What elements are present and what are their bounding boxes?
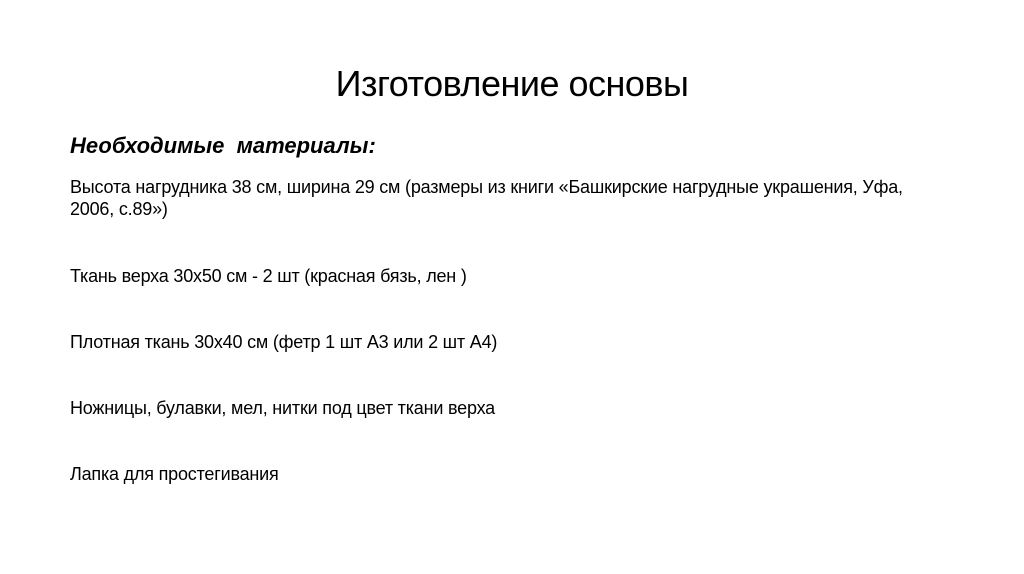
material-item-dimensions: Высота нагрудника 38 см, ширина 29 см (размеры из книги «Башкирские нагрудные украшения, Уфа, 2006, с.89») — [70, 177, 903, 219]
material-item-top-fabric: Ткань верха 30х50 см - 2 шт (красная бязь, лен ) — [70, 266, 467, 286]
materials-heading: Необходимые материалы: — [70, 133, 376, 158]
material-item-quilting-foot: Лапка для простегивания — [70, 464, 279, 484]
slide-title: Изготовление основы — [335, 63, 689, 104]
material-item-tools: Ножницы, булавки, мел, нитки под цвет ткани верха — [70, 398, 495, 418]
material-item-dense-fabric: Плотная ткань 30х40 см (фетр 1 шт А3 или 2 шт А4) — [70, 332, 498, 352]
